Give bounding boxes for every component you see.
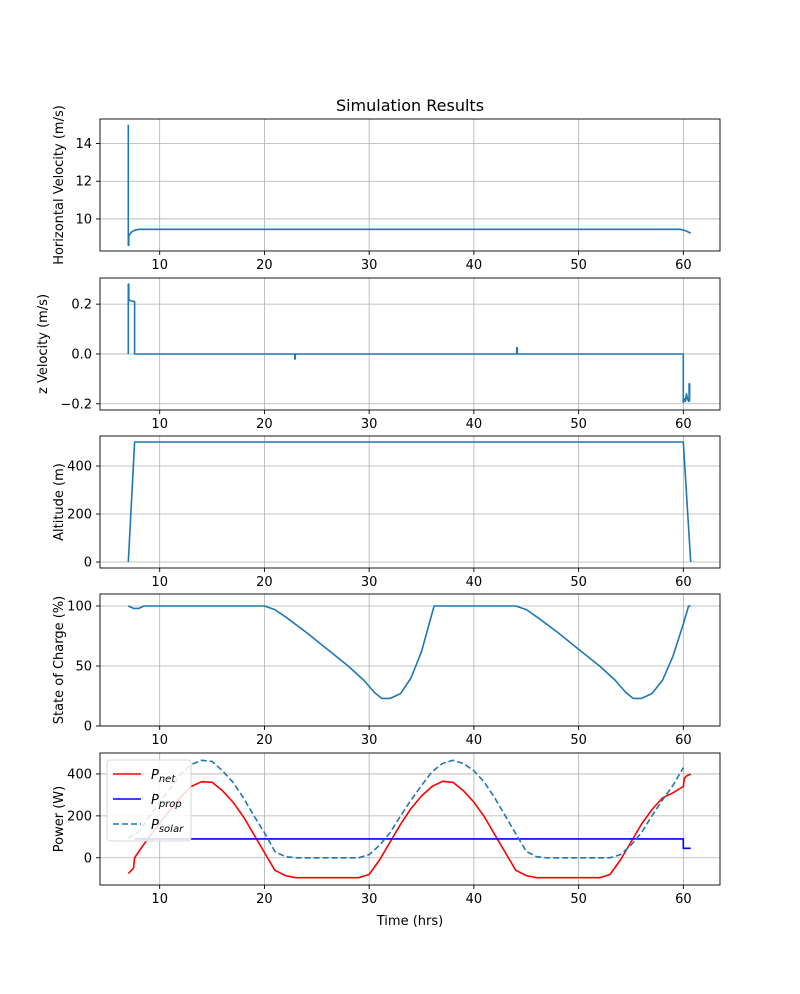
x-tick-label: 50 [570, 417, 587, 432]
y-axis-label: State of Charge (%) [52, 595, 67, 725]
x-tick-label: 30 [360, 892, 378, 907]
x-tick-label: 20 [256, 575, 273, 590]
x-tick-label: 40 [465, 733, 483, 748]
y-tick-label: 14 [75, 137, 92, 153]
x-tick-label: 50 [570, 733, 587, 748]
x-tick-label: 60 [675, 417, 692, 432]
y-tick-label: 0 [83, 851, 92, 867]
series-line-1 [128, 284, 689, 402]
y-tick-label: 0 [83, 719, 92, 735]
x-tick-label: 40 [465, 575, 483, 590]
subplot-5 [52, 753, 720, 929]
series-line-1 [128, 442, 690, 562]
x-tick-label: 10 [151, 417, 168, 432]
x-axis-label: Time (hrs) [376, 914, 444, 929]
axes-frame [100, 278, 720, 410]
y-axis-label: z Velocity (m/s) [36, 293, 51, 395]
y-tick-label: 400 [67, 767, 92, 783]
x-tick-label: 50 [570, 258, 587, 273]
subplot-1 [52, 96, 720, 273]
y-tick-label: 200 [67, 809, 92, 825]
series-line-1 [128, 606, 690, 698]
y-tick-label: 10 [75, 212, 92, 228]
y-tick-label: 50 [75, 659, 92, 675]
subplot-3 [52, 436, 720, 590]
y-tick-label: 200 [67, 507, 92, 523]
x-tick-label: 60 [675, 733, 692, 748]
y-tick-label: 100 [67, 599, 92, 615]
axes-frame [100, 594, 720, 726]
x-tick-label: 30 [360, 733, 378, 748]
y-tick-label: 0.0 [71, 347, 92, 363]
x-tick-label: 60 [675, 575, 692, 590]
subplot-4 [52, 594, 720, 748]
axes-frame [100, 119, 720, 251]
x-tick-label: 50 [570, 892, 587, 907]
y-axis-label: Altitude (m) [52, 463, 67, 541]
axes-frame [100, 753, 720, 885]
series-line-solar [128, 760, 683, 858]
y-axis-label: Horizontal Velocity (m/s) [52, 105, 67, 265]
y-tick-label: 400 [67, 459, 92, 475]
subplot-2 [36, 278, 720, 432]
x-tick-label: 30 [360, 575, 378, 590]
legend-label-net: $P_{net}$ [151, 768, 176, 785]
x-tick-label: 20 [256, 733, 273, 748]
x-tick-label: 40 [465, 417, 483, 432]
x-tick-label: 10 [151, 892, 168, 907]
x-tick-label: 60 [675, 258, 692, 273]
x-tick-label: 30 [360, 417, 378, 432]
x-tick-label: 10 [151, 733, 168, 748]
series-line-net [128, 774, 690, 878]
x-tick-label: 10 [151, 575, 168, 590]
series-line-1 [128, 125, 690, 246]
x-tick-label: 30 [360, 258, 378, 273]
axes-frame [100, 436, 720, 568]
x-tick-label: 40 [465, 258, 483, 273]
x-tick-label: 20 [256, 258, 273, 273]
y-axis-label: Power (W) [52, 785, 67, 853]
y-tick-label: 0 [83, 555, 92, 571]
series-line-prop [135, 839, 691, 848]
legend-label-prop: $P_{prop}$ [151, 793, 182, 810]
x-tick-label: 40 [465, 892, 483, 907]
chart-title: Simulation Results [335, 96, 485, 115]
y-tick-label: 12 [75, 174, 92, 190]
x-tick-label: 50 [570, 575, 587, 590]
y-tick-label: 0.2 [71, 297, 92, 313]
legend [107, 760, 191, 841]
legend-label-solar: $P_{solar}$ [151, 818, 184, 835]
y-tick-label: −0.2 [60, 397, 92, 413]
x-tick-label: 10 [151, 258, 168, 273]
x-tick-label: 20 [256, 892, 273, 907]
x-tick-label: 60 [675, 892, 692, 907]
x-tick-label: 20 [256, 417, 273, 432]
